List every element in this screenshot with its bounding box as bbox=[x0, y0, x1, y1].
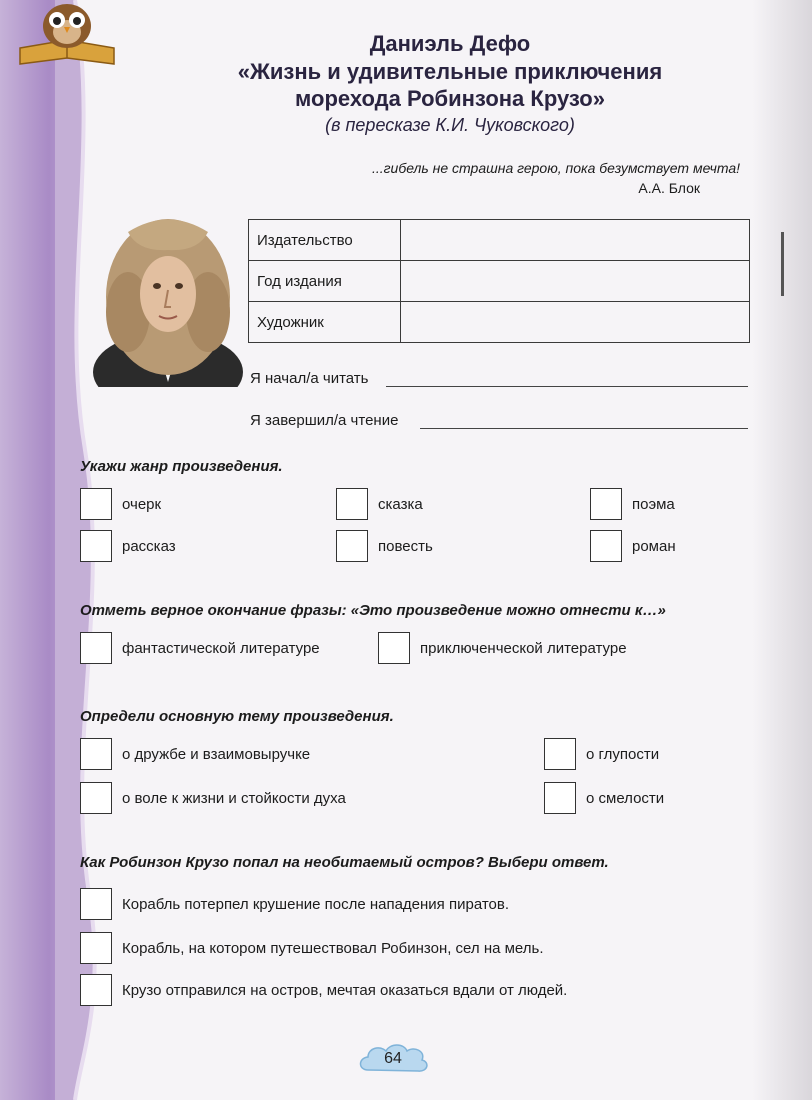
option-label: сказка bbox=[378, 495, 423, 513]
checkbox[interactable] bbox=[544, 782, 576, 814]
owl-book-icon bbox=[12, 0, 122, 70]
literature-option[interactable] bbox=[378, 632, 627, 664]
checkbox[interactable] bbox=[336, 530, 368, 562]
option-label: Корабль, на котором путешествовал Робинзон, сел на мель. bbox=[122, 939, 544, 957]
checkbox[interactable] bbox=[80, 632, 112, 664]
checkbox[interactable] bbox=[378, 632, 410, 664]
info-value-field[interactable] bbox=[401, 220, 750, 261]
book-title-line2: морехода Робинзона Крузо» bbox=[295, 86, 605, 111]
option-label: о дружбе и взаимовыручке bbox=[122, 745, 311, 763]
option-label: о глупости bbox=[586, 745, 660, 763]
island-option[interactable] bbox=[80, 974, 567, 1006]
checkbox[interactable] bbox=[590, 530, 622, 562]
option-label: рассказ bbox=[122, 537, 176, 555]
genre-option[interactable] bbox=[336, 488, 423, 520]
epigraph-author: А.А. Блок bbox=[638, 180, 700, 196]
epigraph-text: ...гибель не страшна герою, пока безумствует мечта! bbox=[371, 160, 740, 176]
question-genre: Укажи жанр произведения. bbox=[80, 458, 283, 475]
started-reading-field[interactable] bbox=[386, 386, 748, 387]
started-reading-line bbox=[250, 370, 368, 387]
theme-option[interactable] bbox=[544, 738, 659, 770]
checkbox[interactable] bbox=[544, 738, 576, 770]
option-label: о воле к жизни и стойкости духа bbox=[122, 789, 346, 807]
info-value-field[interactable] bbox=[401, 302, 750, 343]
checkbox[interactable] bbox=[590, 488, 622, 520]
book-title-line1: «Жизнь и удивительные приключения bbox=[237, 59, 663, 84]
theme-option[interactable] bbox=[80, 782, 346, 814]
info-label: Издательство bbox=[249, 220, 401, 261]
info-row-publisher bbox=[249, 220, 750, 261]
checkbox[interactable] bbox=[80, 932, 112, 964]
checkbox[interactable] bbox=[80, 974, 112, 1006]
theme-option[interactable] bbox=[544, 782, 664, 814]
option-label: Крузо отправился на остров, мечтая оказаться вдали от людей. bbox=[122, 981, 568, 999]
book-info-table bbox=[248, 219, 750, 343]
finished-reading-label: Я завершил/а чтение bbox=[250, 412, 399, 429]
page-number-text: 64 bbox=[384, 1050, 402, 1067]
started-reading-label: Я начал/а читать bbox=[250, 370, 369, 387]
page-fold-shade bbox=[752, 0, 812, 1100]
info-row-illustrator bbox=[249, 302, 750, 343]
option-label: Корабль потерпел крушение после нападения пиратов. bbox=[122, 895, 510, 913]
option-label: фантастической литературе bbox=[122, 639, 320, 657]
checkbox[interactable] bbox=[80, 782, 112, 814]
question-island: Как Робинзон Крузо попал на необитаемый остров? Выбери ответ. bbox=[80, 854, 609, 871]
option-label: роман bbox=[632, 537, 676, 555]
option-label: очерк bbox=[122, 495, 162, 513]
checkbox[interactable] bbox=[80, 888, 112, 920]
genre-option[interactable] bbox=[336, 530, 433, 562]
literature-option[interactable] bbox=[80, 632, 320, 664]
checkbox[interactable] bbox=[80, 488, 112, 520]
info-label: Год издания bbox=[249, 261, 401, 302]
title-block bbox=[160, 30, 740, 138]
retold-by: (в пересказе К.И. Чуковского) bbox=[325, 115, 575, 135]
question-theme: Определи основную тему произведения. bbox=[80, 708, 394, 725]
page-edge-mark bbox=[781, 262, 784, 296]
page-number bbox=[356, 1040, 430, 1078]
page-edge-mark bbox=[781, 232, 784, 266]
checkbox[interactable] bbox=[80, 738, 112, 770]
epigraph bbox=[300, 158, 740, 198]
checkbox[interactable] bbox=[80, 530, 112, 562]
option-label: повесть bbox=[378, 537, 433, 555]
info-value-field[interactable] bbox=[401, 261, 750, 302]
checkbox[interactable] bbox=[336, 488, 368, 520]
genre-option[interactable] bbox=[590, 530, 676, 562]
info-row-year bbox=[249, 261, 750, 302]
genre-option[interactable] bbox=[80, 488, 161, 520]
info-label: Художник bbox=[249, 302, 401, 343]
author-portrait bbox=[88, 212, 248, 387]
genre-option[interactable] bbox=[80, 530, 176, 562]
question-literature-type: Отметь верное окончание фразы: «Это произведение можно отнести к…» bbox=[80, 602, 666, 619]
island-option[interactable] bbox=[80, 888, 509, 920]
option-label: поэма bbox=[632, 495, 675, 513]
island-option[interactable] bbox=[80, 932, 544, 964]
author-name: Даниэль Дефо bbox=[369, 31, 531, 56]
genre-option[interactable] bbox=[590, 488, 675, 520]
finished-reading-line bbox=[250, 412, 398, 429]
option-label: приключенческой литературе bbox=[420, 639, 627, 657]
finished-reading-field[interactable] bbox=[420, 428, 748, 429]
option-label: о смелости bbox=[586, 789, 665, 807]
theme-option[interactable] bbox=[80, 738, 310, 770]
